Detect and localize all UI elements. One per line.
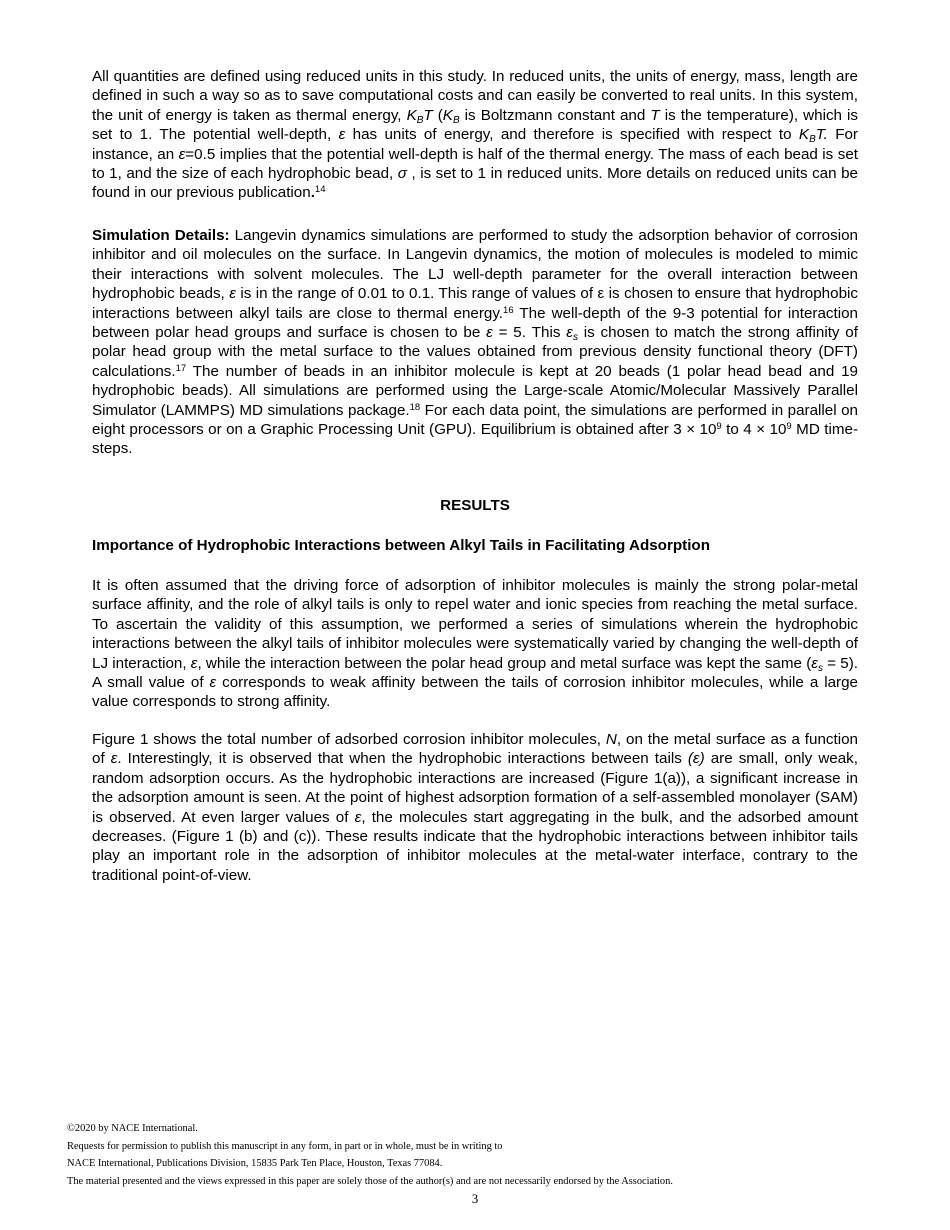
disclaimer-line: The material presented and the views expressed in this paper are solely those of the author(s) and are not necessarily endorsed by the Association. [67,1175,673,1187]
copyright-line: ©2020 by NACE International. [67,1123,198,1134]
reduced-units-paragraph: All quantities are defined using reduced units in this study. In reduced units, the units of energy, mass, length are defined in such a way so as to save computational costs and can easily be converted to real units. In this system, the unit of energy is taken as thermal energy, $K_BT$ ($K_B$ is Boltzmann constant and T is the temperature), which is set to 1. The potential well-depth, ε has units of energy, and therefore is specified with respect to $K_BT$. For instance, an ε=0.5 implies that the potential well-depth is half of the thermal energy. The mass of each bead is set to 1, and the size of each hydrophobic bead, σ , is set to 1 in reduced units. More details on reduced units can be found in our previous publication.$^{14}$ [92,68,859,202]
simulation-details-label: Simulation Details: [92,227,230,244]
section-heading: Importance of Hydrophobic Interactions between Alkyl Tails in Facilitating Adsorption [92,537,710,554]
assumption-paragraph: It is often assumed that the driving force of adsorption of inhibitor molecules is mainly the strong polar-metal surface affinity, and the role of alkyl tails is only to repel water and ionic species from reaching the metal surface. To ascertain the validity of this assumption, we performed a series of simulations wherein the hydrophobic interactions between the alkyl tails of inhibitor molecules were systematically varied by changing the well-depth of LJ interaction, ε, while the interaction between the polar head group and metal surface was kept the same $(\varepsilon_s = 5)$. A small value of ε corresponds to weak affinity between the tails of corrosion inhibitor molecules, while a large value corresponds to strong affinity. [92,577,858,711]
permission-line: Requests for permission to publish this manuscript in any form, in part or in whole, must be in writing to [67,1140,503,1152]
address-line: NACE International, Publications Division, 15835 Park Ten Place, Houston, Texas 77084. [67,1158,443,1169]
results-heading: RESULTS [440,497,510,514]
page-footer [67,1120,887,1190]
page-number: 3 [471,1191,479,1206]
simulation-details-paragraph: Simulation Details: Langevin dynamics simulations are performed to study the adsorption behavior of corrosion inhibitor and oil molecules on the surface. In Langevin dynamics, the motion of molecules is modeled to mimic their interactions with solvent molecules. The LJ well-depth parameter for the overall interaction between hydrophobic beads, ε is in the range of 0.01 to 0.1. This range of values of ε is chosen to ensure that hydrophobic interactions between alkyl tails are close to thermal energy.$^{16}$ The well-depth of the 9-3 potential for interaction between polar head groups and surface is chosen to be ε = 5. This $\varepsilon_s$ is chosen to match the strong affinity of polar head group with the metal surface to the values obtained from previous density functional theory (DFT) calculations.$^{17}$ The number of beads in an inhibitor molecule is kept at 20 beads (1 polar head bead and 19 hydrophobic beads). All simulations are performed using the Large-scale Atomic/Molecular Massively Parallel Simulator (LAMMPS) MD simulations package.$^{18}$ For each data point, the simulations are performed in parallel on eight processors or on a Graphic Processing Unit (GPU). Equilibrium is obtained after $3 \times 10^9$ to $4 \times 10^9$ MD time-steps. [92,227,858,458]
figure-1-paragraph: Figure 1 shows the total number of adsorbed corrosion inhibitor molecules, N, on the metal surface as a function of ε. Interestingly, it is observed that when the hydrophobic interactions between tails (ε) are small, only weak, random adsorption occurs. As the hydrophobic interactions are increased (Figure 1(a)), a significant increase in the adsorption amount is seen. At the point of highest adsorption formation of a self-assembled monolayer (SAM) is observed. At even larger values of ε, the molecules start aggregating in the bulk, and the adsorbed amount decreases. (Figure 1 (b) and (c)). These results indicate that the hydrophobic interactions between inhibitor tails play an important role in the adsorption of inhibitor molecules at the metal-water interface, contrary to the traditional point-of-view. [92,731,858,884]
